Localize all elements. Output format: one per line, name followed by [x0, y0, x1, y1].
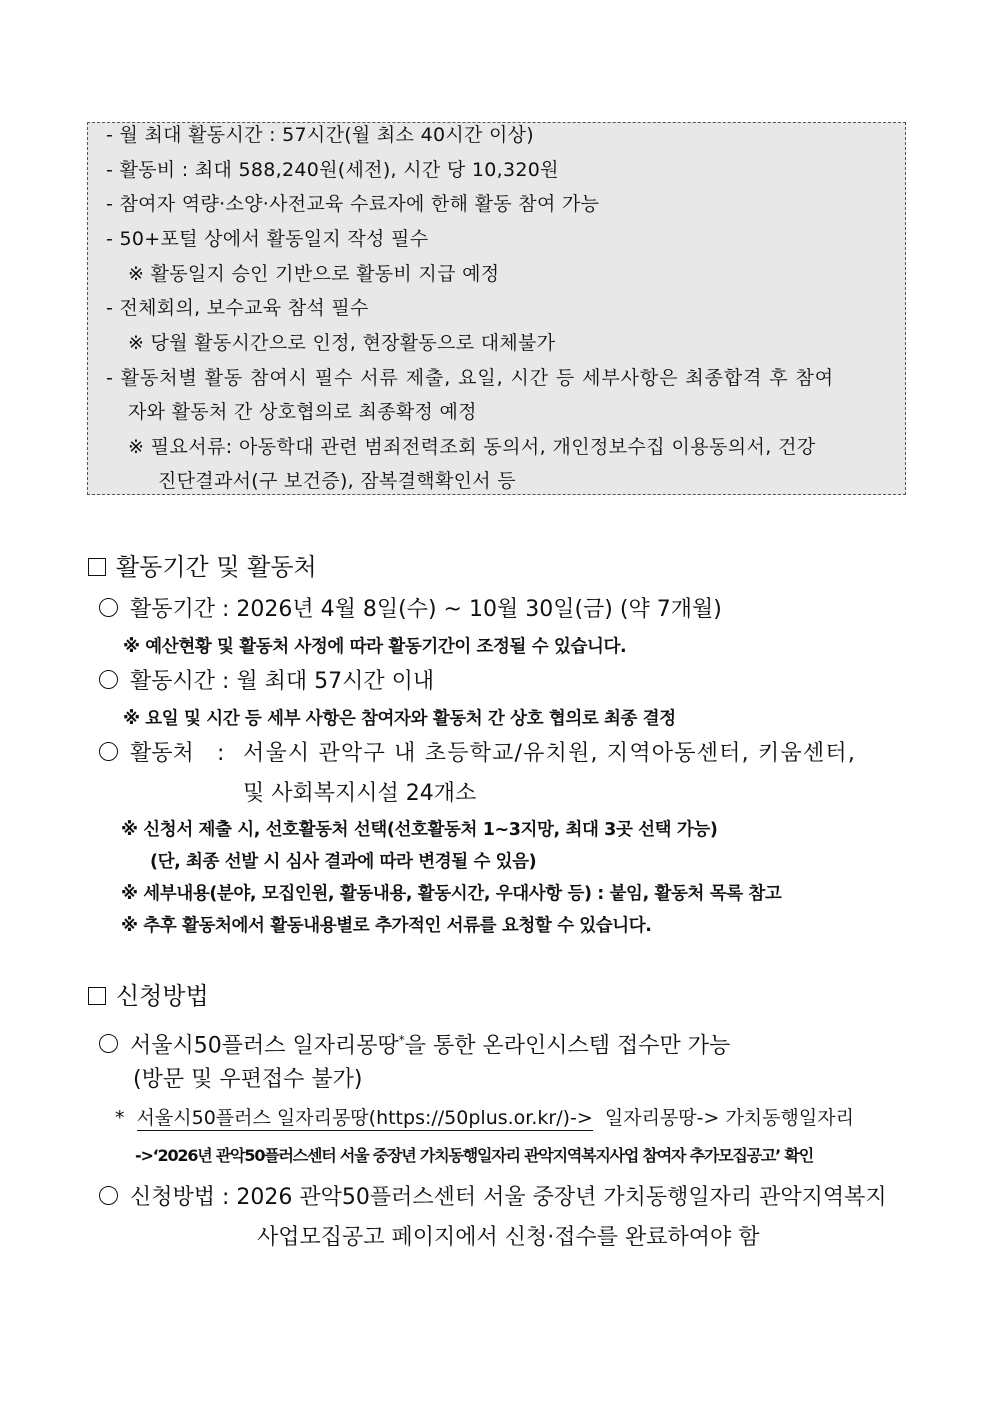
circle-bullet-icon [99, 1186, 118, 1205]
section-title-text: 활동기간 및 활동처 [116, 553, 317, 581]
portal-path: 일자리몽땅-> 가치동행일자리 [604, 1107, 854, 1129]
places-line2: 및 사회복지시설 24개소 [243, 781, 477, 806]
circle-bullet-icon [99, 670, 118, 689]
circle-bullet-icon [99, 742, 118, 761]
period-label: 활동기간 : 2026년 4월 8일(수) ~ 10월 30일(금) (약 7개월) [130, 597, 722, 622]
online-only-text-b: 을 통한 온라인시스템 접수만 가능 [404, 1033, 731, 1059]
section-title-period-places [88, 552, 317, 582]
item-apply-method [99, 1184, 887, 1212]
item-hours [99, 668, 434, 696]
box-line-required-docs-cont: 진단결과서(구 보건증), 잠복결핵확인서 등 [158, 470, 516, 492]
box-line-activity-log: - 50+포털 상에서 활동일지 작성 필수 [106, 228, 429, 250]
box-line-meeting-note: ※ 당월 활동시간으로 인정, 현장활동으로 대체불가 [128, 332, 556, 354]
footnote-star: * [115, 1107, 125, 1129]
hours-label: 활동시간 : 월 최대 57시간 이내 [130, 669, 435, 694]
places-note-preference-cont: (단, 최종 선발 시 심사 결과에 따라 변경될 수 있음) [150, 852, 537, 872]
footnote-mark: * [398, 1033, 405, 1047]
section-title-application [88, 981, 209, 1011]
footnote-url-line [115, 1105, 854, 1131]
period-note: ※ 예산현황 및 활동처 사정에 따라 활동기간이 조정될 수 있습니다. [123, 637, 627, 657]
places-colon: : [217, 741, 225, 766]
online-only-text-a: 서울시50플러스 일자리몽땅 [130, 1033, 399, 1059]
circle-bullet-icon [99, 598, 118, 617]
circle-bullet-icon [99, 1034, 118, 1053]
checkbox-square-icon [88, 987, 106, 1005]
places-head: 활동처 [130, 741, 194, 766]
box-line-pay: - 활동비 : 최대 588,240원(세전), 시간 당 10,320원 [106, 159, 559, 181]
notice-path-line: ->‘2026년 관악50플러스센터 서울 중장년 가치동행일자리 관악지역복지사업 참여자 추가모집공고’ 확인 [135, 1146, 813, 1165]
box-line-meeting: - 전체회의, 보수교육 참석 필수 [106, 297, 369, 319]
places-note-details: ※ 세부내용(분야, 모집인원, 활동내용, 활동시간, 우대사항 등) : 붙임, 활동처 목록 참고 [121, 884, 782, 904]
box-line-log-note: ※ 활동일지 승인 기반으로 활동비 지급 예정 [128, 263, 500, 285]
portal-url-link[interactable]: 서울시50플러스 일자리몽땅(https://50plus.or.kr/)-> [136, 1107, 593, 1129]
apply-method-line2: 사업모집공고 페이지에서 신청·접수를 완료하여야 함 [257, 1225, 760, 1250]
box-line-max-hours: - 월 최대 활동시간 : 57시간(월 최소 40시간 이상) [106, 124, 535, 146]
box-line-required-docs: ※ 필요서류: 아동학대 관련 범죄전력조회 동의서, 개인정보수집 이용동의서, 건강 [128, 436, 816, 458]
apply-method-line1: 신청방법 : 2026 관악50플러스센터 서울 중장년 가치동행일자리 관악지역복지 [130, 1185, 887, 1210]
box-line-eligibility: - 참여자 역량·소양·사전교육 수료자에 한해 활동 참여 가능 [106, 193, 600, 215]
places-line1: 서울시 관악구 내 초등학교/유치원, 지역아동센터, 키움센터, [243, 741, 857, 766]
item-period [99, 596, 722, 624]
places-note-extra-docs: ※ 추후 활동처에서 활동내용별로 추가적인 서류를 요청할 수 있습니다. [121, 916, 652, 936]
info-box [87, 122, 906, 495]
online-only-note: (방문 및 우편접수 불가) [133, 1067, 363, 1092]
places-note-preference: ※ 신청서 제출 시, 선호활동처 선택(선호활동처 1~3지망, 최대 3곳 선택 가능) [121, 820, 718, 840]
item-places [99, 740, 194, 768]
item-online-only [99, 1026, 730, 1060]
checkbox-square-icon [88, 558, 106, 576]
hours-note: ※ 요일 및 시간 등 세부 사항은 참여자와 활동처 간 상호 협의로 최종 결정 [123, 709, 676, 729]
section-title-text: 신청방법 [116, 982, 209, 1010]
box-line-documents: - 활동처별 활동 참여시 필수 서류 제출, 요일, 시간 등 세부사항은 최종합격 후 참여 [106, 367, 834, 389]
box-line-documents-cont: 자와 활동처 간 상호협의로 최종확정 예정 [128, 401, 477, 423]
